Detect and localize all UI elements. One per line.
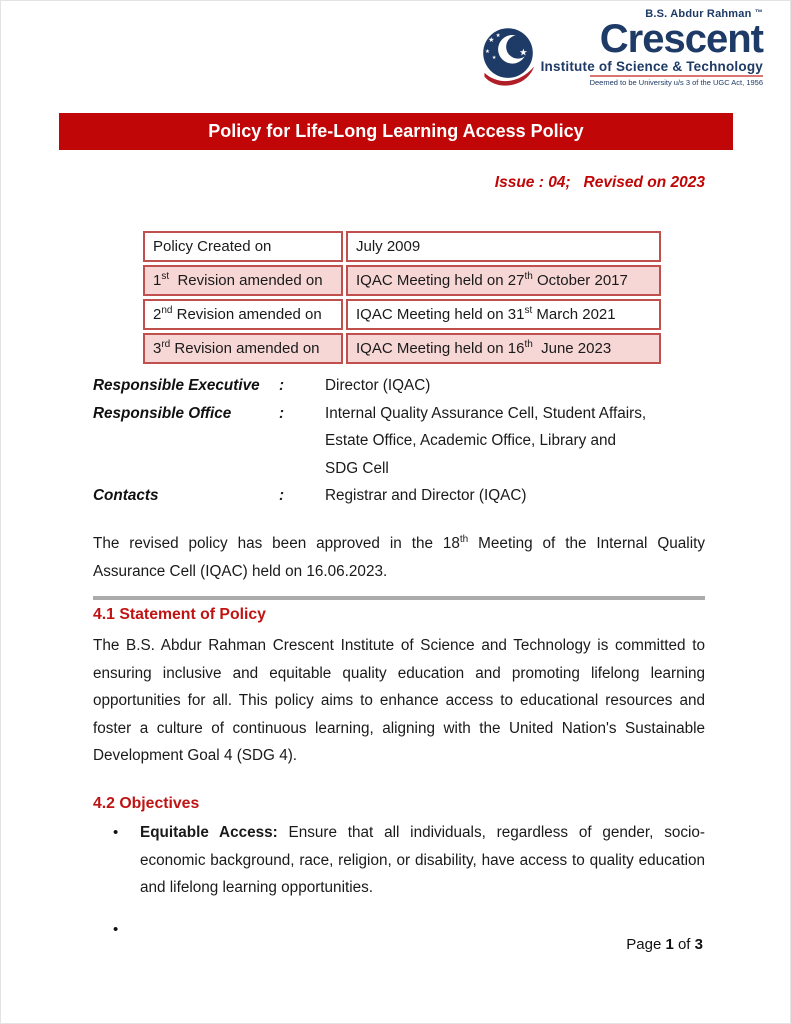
revision-label-cell: 3rd Revision amended on [143,333,343,364]
logo-tagline: Deemed to be University u/s 3 of the UGC Act, 1956 [590,75,763,87]
responsibility-block [93,372,707,510]
field-value: Internal Quality Assurance Cell, Student Affairs, Estate Office, Academic Office, Library and SDG Cell [325,404,647,477]
logo-name: Crescent [599,17,763,61]
field-separator: : [279,487,285,504]
table-row [143,231,661,262]
table-row [143,333,661,364]
responsible-executive-row [93,372,707,400]
objectives-heading: 4.2 Objectives [93,795,200,812]
field-label: Responsible Office [93,404,232,422]
table-row [143,299,661,330]
bullet-icon: • [113,920,119,938]
field-separator: : [279,377,285,394]
bullet-text: Equitable Access: Ensure that all individuals, regardless of gender, socio-economic background, race, religion, or disability, have access to quality education and lifelong learning opportunities. [140,824,705,896]
revision-label-cell: Policy Created on [143,231,343,262]
field-label: Responsible Executive [93,377,260,394]
field-value: Director (IQAC) [325,377,431,394]
trademark-symbol: ™ [754,8,763,17]
table-row [143,265,661,296]
revision-value-cell: IQAC Meeting held on 16th June 2023 [346,333,661,364]
svg-text:★: ★ [495,32,501,39]
revision-value-cell: IQAC Meeting held on 27th October 2017 [346,265,661,296]
section-divider [93,596,705,600]
statement-of-policy-body: The B.S. Abdur Rahman Crescent Institute of Science and Technology is committed to ensuring inclusive and equitable quality education and promoting lifelong learning opportunities for all. This policy aims to enhance access to educational resources and foster a culture of continuous learning, aligning with the United Nation's Sustainable Development Goal 4 (SDG 4). [93,637,705,764]
list-item [113,819,705,902]
contacts-row [93,482,707,510]
revision-value-cell: July 2009 [346,231,661,262]
responsible-office-row [93,400,707,483]
page-number: Page 1 of 3 [626,936,703,953]
revision-label-cell: 2nd Revision amended on [143,299,343,330]
statement-of-policy-heading: 4.1 Statement of Policy [93,606,266,623]
logo-owner-text: B.S. Abdur Rahman ™ [645,8,763,20]
crescent-emblem-icon [477,18,539,98]
svg-text:★: ★ [487,36,494,44]
revision-value-cell: IQAC Meeting held on 31st March 2021 [346,299,661,330]
revision-label-cell: 1st Revision amended on [143,265,343,296]
field-value: Registrar and Director (IQAC) [325,487,527,504]
bullet-icon: • [113,824,119,841]
institution-logo [477,8,763,98]
approval-paragraph: The revised policy has been approved in the 18th Meeting of the Internal Quality Assurance Cell (IQAC) held on 16.06.2023. [93,533,705,580]
objectives-list [113,819,705,943]
field-separator: : [279,404,285,422]
revision-history-table [140,228,664,367]
svg-text:★: ★ [484,49,490,56]
svg-text:★: ★ [491,56,496,62]
list-item [113,916,705,944]
field-label: Contacts [93,487,159,504]
svg-text:★: ★ [518,47,528,58]
logo-subtitle: Institute of Science & Technology [540,59,763,74]
policy-title-banner: Policy for Life-Long Learning Access Policy [59,113,733,150]
issue-revision-line: Issue : 04; Revised on 2023 [494,174,705,191]
